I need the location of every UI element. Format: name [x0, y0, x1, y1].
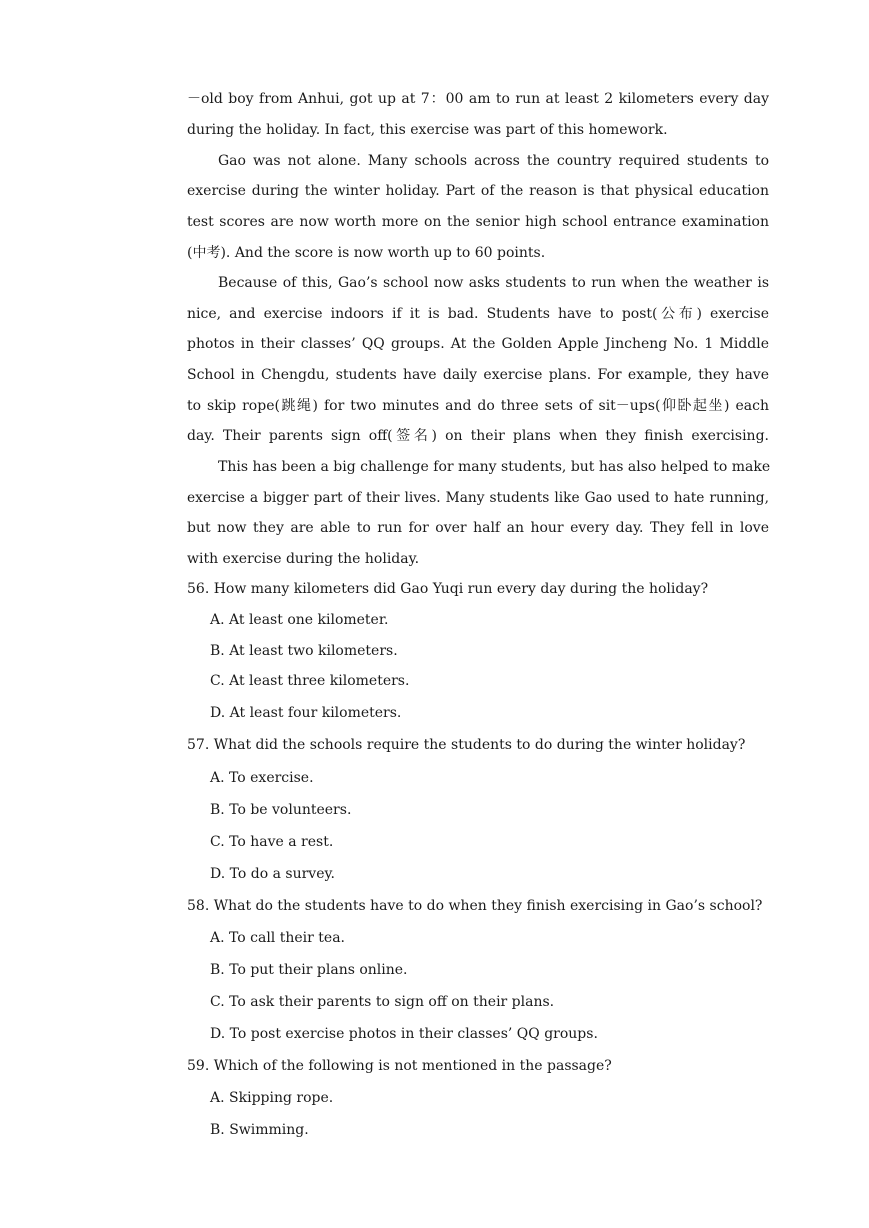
passage-line: during the holiday. In fact, this exercise was part of this homework.	[187, 122, 668, 138]
question-stem: 56. How many kilometers did Gao Yuqi run every day during the holiday?	[187, 581, 709, 597]
answer-option: D. To do a survey.	[210, 866, 335, 882]
answer-option: B. To put their plans online.	[210, 962, 408, 978]
passage-line: test scores are now worth more on the senior high school entrance examination	[187, 214, 769, 230]
passage-line: to skip rope(跳绳) for two minutes and do three sets of sit－ups(仰卧起坐) each	[187, 398, 769, 414]
answer-option: C. To have a rest.	[210, 834, 334, 850]
passage-line: exercise during the winter holiday. Part of the reason is that physical education	[187, 183, 769, 199]
question-stem: 57. What did the schools require the students to do during the winter holiday?	[187, 737, 746, 753]
passage-line: with exercise during the holiday.	[187, 551, 420, 567]
answer-option: C. To ask their parents to sign off on their plans.	[210, 994, 555, 1010]
answer-option: B. To be volunteers.	[210, 802, 352, 818]
passage-line: This has been a big challenge for many students, but has also helped to make	[218, 459, 771, 475]
answer-option: A. To exercise.	[210, 770, 314, 786]
passage-line: exercise a bigger part of their lives. Many students like Gao used to hate running,	[187, 490, 769, 506]
passage-line: Gao was not alone. Many schools across the country required students to	[218, 153, 769, 169]
answer-option: A. Skipping rope.	[210, 1090, 334, 1106]
answer-option: B. Swimming.	[210, 1122, 309, 1138]
answer-option: C. At least three kilometers.	[210, 673, 410, 689]
passage-line: School in Chengdu, students have daily exercise plans. For example, they have	[187, 367, 769, 383]
passage-line: day. Their parents sign off(签名) on their plans when they finish exercising.	[187, 428, 769, 444]
answer-option: D. To post exercise photos in their classes’ QQ groups.	[210, 1026, 598, 1042]
passage-line: Because of this, Gao’s school now asks students to run when the weather is	[218, 275, 769, 291]
answer-option: D. At least four kilometers.	[210, 705, 402, 721]
answer-option: B. At least two kilometers.	[210, 643, 398, 659]
passage-line: (中考). And the score is now worth up to 60 points.	[187, 245, 546, 261]
question-stem: 59. Which of the following is not mentioned in the passage?	[187, 1058, 612, 1074]
answer-option: A. At least one kilometer.	[210, 612, 389, 628]
passage-line: －old boy from Anhui, got up at 7：00 am to run at least 2 kilometers every day	[187, 91, 769, 107]
question-stem: 58. What do the students have to do when they finish exercising in Gao’s school?	[187, 898, 763, 914]
answer-option: A. To call their tea.	[210, 930, 345, 946]
passage-line: nice, and exercise indoors if it is bad. Students have to post(公布) exercise	[187, 306, 769, 322]
passage-line: photos in their classes’ QQ groups. At the Golden Apple Jincheng No. 1 Middle	[187, 336, 769, 352]
passage-line: but now they are able to run for over half an hour every day. They fell in love	[187, 520, 769, 536]
